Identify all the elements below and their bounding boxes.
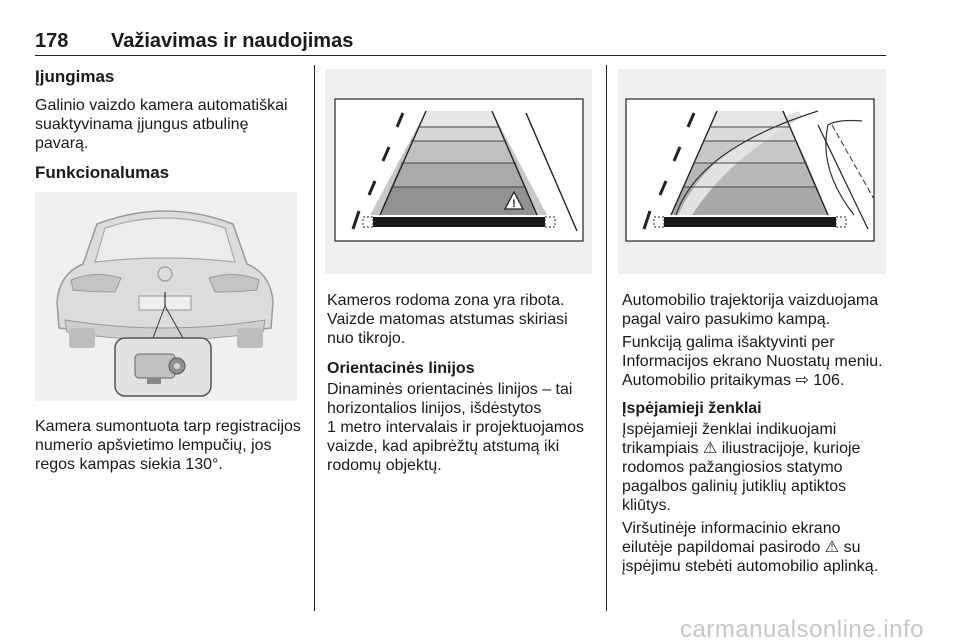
- svg-text:!: !: [512, 198, 516, 210]
- section-heading-activation: Įjungimas: [35, 67, 115, 86]
- section-heading-guide-lines: Orientacinės linijos: [327, 360, 475, 377]
- page-number: 178: [35, 30, 69, 52]
- rear-camera-illustration: [35, 192, 297, 401]
- header-rule: [35, 55, 886, 56]
- guide-lines-paragraph: Dinaminės orientacinės linijos – tai horizontalios linijos, išdėstytos 1 metro intervalais ir projektuojamos vaizde, kad apibrėžtų atstumą iki rodomų objektų.: [327, 381, 584, 474]
- display-zone-paragraph: Kameros rodoma zona yra ribota. Vaizde matomas atstumas skiriasi nuo tikrojo.: [327, 292, 568, 347]
- column-divider-2: [606, 65, 607, 611]
- camera-caption: Kamera sumontuota tarp registracijos numerio apšvietimo lempučių, jos regos kampas siekia 130°.: [35, 418, 301, 473]
- guide-lines-display-illustration: [325, 69, 592, 274]
- trajectory-paragraph: Automobilio trajektorija vaizduojama pagal vairo pasukimo kampą.: [622, 292, 879, 328]
- deactivation-paragraph: Funkciją galima išaktyvinti per Informacijos ekrano Nuostatų meniu. Automobilio pritaikymas ⇨ 106.: [622, 334, 883, 389]
- section-heading-warning-signs: Įspėjamieji ženklai: [622, 400, 762, 417]
- activation-paragraph: Galinio vaizdo kamera automatiškai suaktyvinama įjungus atbulinę pavarą.: [35, 97, 288, 152]
- page-title: Važiavimas ir naudojimas: [111, 30, 354, 52]
- warning-signs-paragraph: Įspėjamieji ženklai indikuojami trikampiais ⚠ iliustracijoje, kurioje rodomos pažangiosios statymo pagalbos galinių jutiklių aptiktos kliūtys.: [622, 421, 861, 514]
- trajectory-display-illustration: [618, 69, 886, 274]
- watermark: carmanualsonline.info: [680, 616, 924, 643]
- column-divider-1: [314, 65, 315, 611]
- section-heading-functionality: Funkcionalumas: [35, 163, 170, 182]
- top-line-warning-paragraph: Viršutinėje informacinio ekrano eilutėje papildomai pasirodo ⚠ su įspėjimu stebėti automobilio aplinką.: [622, 520, 879, 575]
